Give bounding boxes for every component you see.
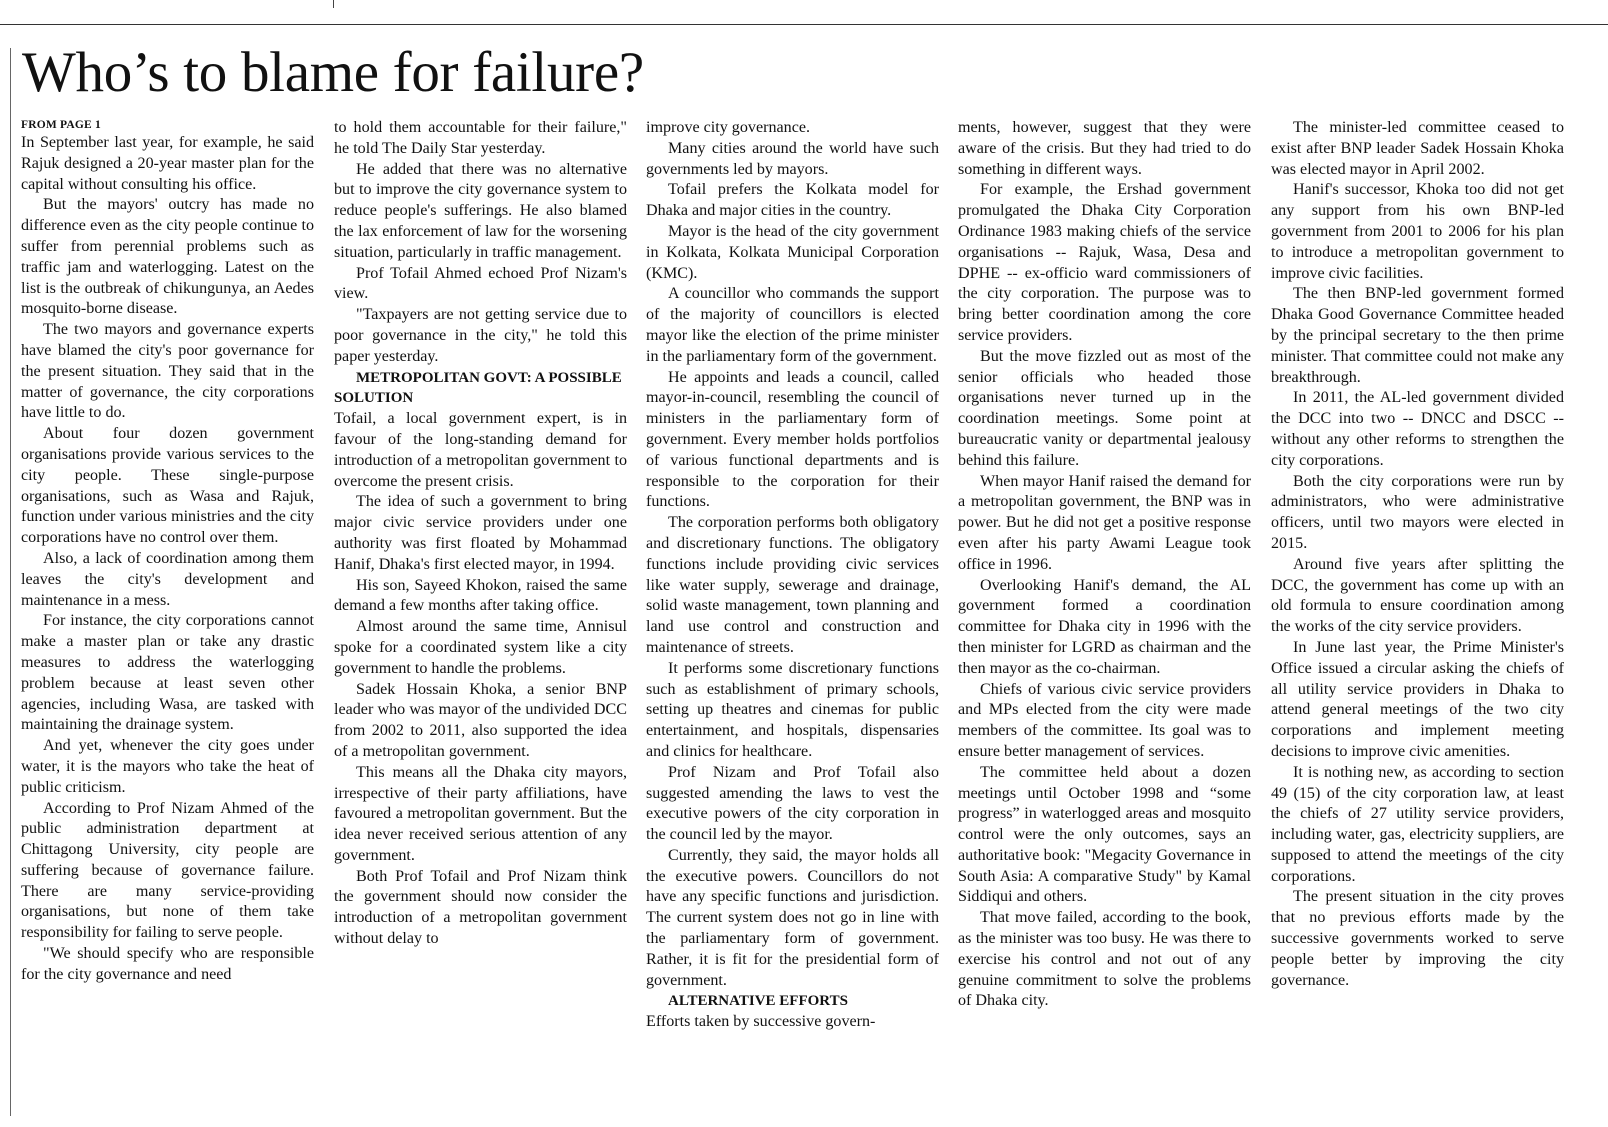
section-subhead: METROPOLITAN GOVT: A POSSIBLE SOLUTION	[334, 369, 622, 407]
paragraph: A councillor who commands the support of the majority of councillors is elected mayor like the election of the prime minister in the parliamentary form of the government.	[646, 285, 939, 365]
paragraph: The committee held about a dozen meetings until October 1998 and “some progress” in waterlogged areas and mosquito control were the only outcomes, says an authoritative book: "Megacity Governance in South Asia: A comparative Study" by Kamal Siddiqui and others.	[958, 763, 1251, 906]
article-column-3	[646, 118, 939, 1121]
paragraph: About four dozen government organisations provide various services to the city people. These single-purpose organisations, such as Wasa and Rajuk, function under various ministries and the city corporations have no control over them.	[21, 425, 314, 547]
paragraph: Almost around the same time, Annisul spoke for a coordinated system like a city government to handle the problems.	[334, 618, 627, 677]
paragraph: Also, a lack of coordination among them leaves the city's development and maintenance in a mess.	[21, 549, 314, 609]
paragraph: "We should specify who are responsible for the city governance and need	[21, 945, 314, 983]
top-rule	[0, 24, 1608, 25]
paragraph: When mayor Hanif raised the demand for a metropolitan government, the BNP was in power. But he did not get a positive response even after his party Awami League took office in 1996.	[958, 472, 1251, 573]
paragraph: Overlooking Hanif's demand, the AL government formed a coordination committee for Dhaka city in 1996 with the then minister for LGRD as chairman and the then mayor as the co-chairman.	[958, 576, 1251, 677]
headline: Who’s to blame for failure?	[22, 41, 644, 104]
paragraph: Chiefs of various civic service providers and MPs elected from the city were made members of the committee. Its goal was to ensure better management of services.	[958, 680, 1251, 760]
paragraph: The then BNP-led government formed Dhaka Good Governance Committee headed by the principal secretary to the then prime minister. That committee could not make any breakthrough.	[1271, 285, 1564, 386]
paragraph: ments, however, suggest that they were aware of the crisis. But they had tried to do something in different ways.	[958, 119, 1251, 178]
paragraph: For example, the Ershad government promulgated the Dhaka City Corporation Ordinance 1983 making chiefs of the service organisations -- Rajuk, Wasa, Desa and DPHE -- ex-officio ward commissioners of the city corporation. The purpose was to bring better coordination among the core service providers.	[958, 181, 1251, 344]
paragraph: Prof Tofail Ahmed echoed Prof Nizam's view.	[334, 264, 627, 303]
section-subhead: ALTERNATIVE EFFORTS	[668, 993, 848, 1010]
left-column-rule	[10, 48, 11, 1116]
paragraph: Efforts taken by successive govern-	[646, 1013, 876, 1031]
paragraph: But the move fizzled out as most of the senior officials who headed those organisations never turned up in the coordination meetings. Some point at bureaucratic vanity or departmental jealousy behind this failure.	[958, 347, 1251, 469]
paragraph: Many cities around the world have such governments led by mayors.	[646, 139, 939, 178]
paragraph: He appoints and leads a council, called mayor-in-council, resembling the council of ministers in the parliamentary form of government. Every member holds portfolios of various functional departments and is responsible to the corporation for their functions.	[646, 368, 939, 511]
article-column-2	[334, 118, 627, 1121]
paragraph: Both the city corporations were run by administrators, who were administrative officers, until two mayors were elected in 2015.	[1271, 472, 1564, 552]
paragraph: He added that there was no alternative but to improve the city governance system to reduce people's sufferings. He also blamed the lax enforcement of law for the worsening situation, particularly in traffic management.	[334, 160, 627, 261]
paragraph: "Taxpayers are not getting service due to poor governance in the city," he told this paper yesterday.	[334, 306, 627, 365]
paragraph: Around five years after splitting the DCC, the government has come up with an old formula to ensure coordination among the works of the city service providers.	[1271, 555, 1564, 636]
paragraph: It performs some discretionary functions such as establishment of primary schools, setting up theatres and cinemas for public entertainment, and hospitals, dispensaries and clinics for healthcare.	[646, 659, 939, 760]
paragraph: For instance, the city corporations cannot make a master plan or take any drastic measures to address the waterlogging problem because at least seven other agencies, including Wasa, are tasked with maintaining the drainage system.	[21, 612, 314, 734]
paragraph: But the mayors' outcry has made no difference even as the city people continue to suffer from perennial problems such as traffic jam and waterlogging. Latest on the list is the outbreak of chikungunya, an Aedes mosquito-borne disease.	[21, 196, 314, 318]
article-column-1	[21, 118, 314, 1121]
paragraph: His son, Sayeed Khokon, raised the same demand a few months after taking office.	[334, 576, 627, 615]
article-column-4	[958, 118, 1251, 1121]
paragraph: The present situation in the city proves that no previous efforts made by the successive governments worked to serve people better by improving the city governance.	[1271, 888, 1564, 989]
paragraph: The corporation performs both obligatory and discretionary functions. The obligatory functions include providing civic services like water supply, sewerage and drainage, solid waste management, town planning and land use control and construction and maintenance of streets.	[646, 514, 939, 656]
paragraph: That move failed, according to the book, as the minister was too busy. He was there to exercise his control and not out of any genuine commitment to solve the problems of Dhaka city.	[958, 909, 1251, 1010]
paragraph: to hold them accountable for their failure," he told The Daily Star yesterday.	[334, 119, 627, 157]
paragraph: In 2011, the AL-led government divided the DCC into two -- DNCC and DSCC -- without any other reforms to strengthen the city corporations.	[1271, 389, 1564, 469]
paragraph: According to Prof Nizam Ahmed of the public administration department at Chittagong University, city people are suffering because of governance failure. There are many service-providing organisations, but none of them take responsibility for failing to serve people.	[21, 799, 314, 942]
from-page-kicker: FROM PAGE 1	[21, 119, 101, 131]
paragraph: The idea of such a government to bring major civic service providers under one authority was first floated by Mohammad Hanif, Dhaka's first elected mayor, in 1994.	[334, 493, 627, 573]
column-tick	[333, 0, 334, 8]
paragraph: In June last year, the Prime Minister's Office issued a circular asking the chiefs of all utility service providers in Dhaka to attend general meetings of the two city corporations and implement meeting decisions to improve civic amenities.	[1271, 638, 1564, 760]
paragraph: The minister-led committee ceased to exist after BNP leader Sadek Hossain Khoka was elected mayor in April 2002.	[1271, 119, 1564, 178]
paragraph: Tofail prefers the Kolkata model for Dhaka and major cities in the country.	[646, 181, 939, 220]
paragraph: This means all the Dhaka city mayors, irrespective of their party affiliations, have favoured a metropolitan government. But the idea never received serious attention of any government.	[334, 763, 627, 864]
paragraph: It is nothing new, as according to section 49 (15) of the city corporation law, at least the chiefs of 27 utility service providers, including water, gas, electricity suppliers, are supposed to attend the meetings of the city corporations.	[1271, 763, 1564, 885]
paragraph: Tofail, a local government expert, is in favour of the long-standing demand for introduction of a metropolitan government to overcome the present crisis.	[334, 410, 627, 490]
article-column-5	[1271, 118, 1564, 1121]
paragraph: In September last year, for example, he said Rajuk designed a 20-year master plan for the capital without consulting his office.	[21, 134, 314, 193]
paragraph: Hanif's successor, Khoka too did not get any support from his own BNP-led government from 2001 to 2006 for his plan to introduce a metropolitan government to improve civic facilities.	[1271, 181, 1564, 282]
paragraph: Prof Nizam and Prof Tofail also suggested amending the laws to vest the executive powers of the city corporation in the council led by the mayor.	[646, 763, 939, 844]
paragraph: Sadek Hossain Khoka, a senior BNP leader who was mayor of the undivided DCC from 2002 to 2011, also supported the idea of a metropolitan government.	[334, 680, 627, 760]
paragraph: The two mayors and governance experts have blamed the city's poor governance for the present situation. They said that in the matter of governance, the city corporations have little to do.	[21, 321, 314, 422]
paragraph: Both Prof Tofail and Prof Nizam think the government should now consider the introduction of a metropolitan government without delay to	[334, 867, 627, 948]
paragraph: Mayor is the head of the city government in Kolkata, Kolkata Municipal Corporation (KMC).	[646, 222, 939, 282]
paragraph: And yet, whenever the city goes under water, it is the mayors who take the heat of public criticism.	[21, 737, 314, 796]
paragraph: improve city governance.	[646, 119, 811, 136]
paragraph: Currently, they said, the mayor holds all the executive powers. Councillors do not have any specific functions and jurisdiction. The current system does not go in line with the parliamentary form of government. Rather, it is fit for the presidential form of government.	[646, 846, 939, 989]
